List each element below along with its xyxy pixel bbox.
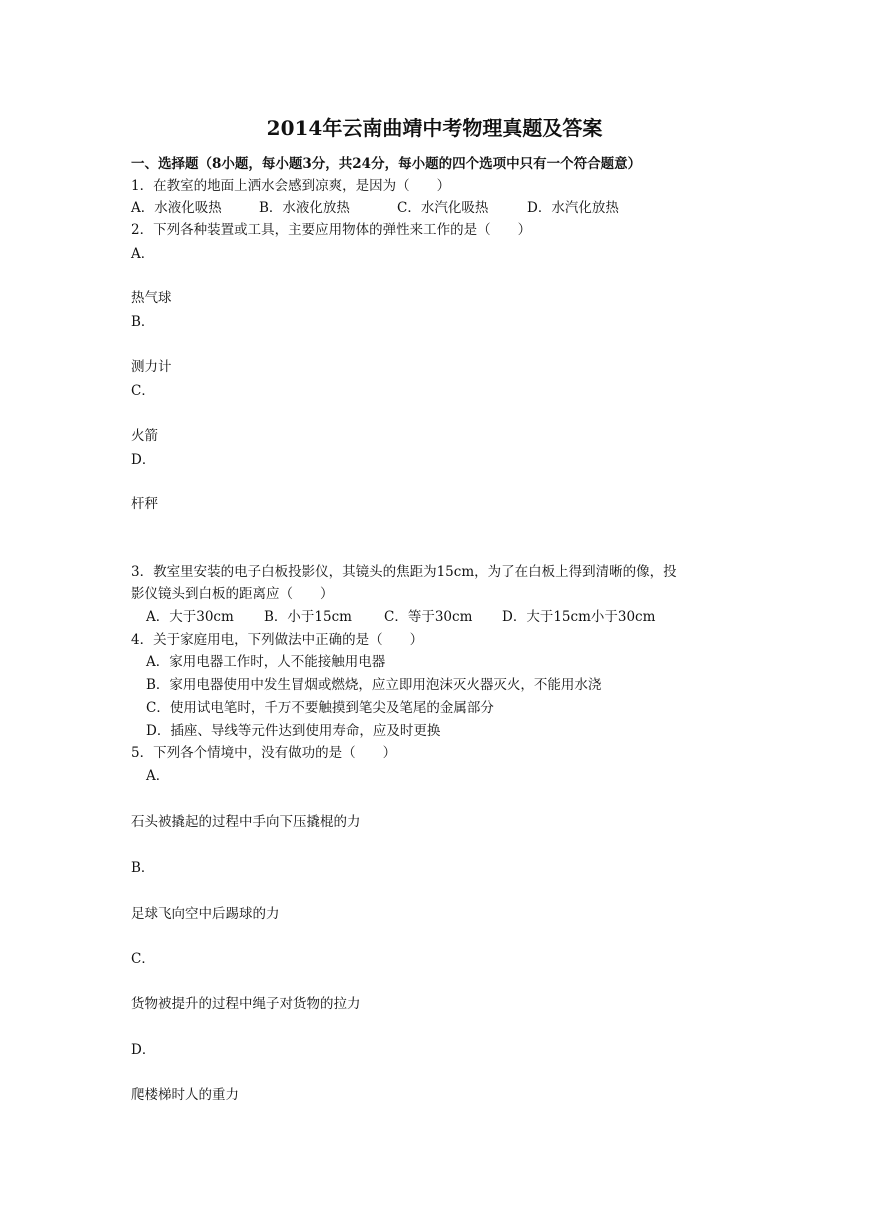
q4-option-a: A．家用电器工作时，人不能接触用电器 xyxy=(146,654,386,670)
q5-option-c-label: C． xyxy=(131,951,155,967)
q2-stem: 2．下列各种装置或工具，主要应用物体的弹性来工作的是（ ） xyxy=(131,222,532,238)
q2-option-c-caption: 火箭 xyxy=(131,428,158,444)
q3-stem-line1: 3．教室里安装的电子白板投影仪，其镜头的焦距为15cm，为了在白板上得到清晰的像，投 xyxy=(131,564,677,580)
q4-stem: 4．关于家庭用电，下列做法中正确的是（ ） xyxy=(131,632,424,648)
q5-option-d-label: D． xyxy=(131,1042,156,1058)
q3-stem-line2: 影仪镜头到白板的距离应（ ） xyxy=(131,586,334,602)
q5-stem: 5．下列各个情境中，没有做功的是（ ） xyxy=(131,745,397,761)
q5-option-b-label: B． xyxy=(131,860,155,876)
q1-option-a: A．水液化吸热 xyxy=(131,200,222,216)
q4-option-b: B．家用电器使用中发生冒烟或燃烧，应立即用泡沫灭火器灭火，不能用水浇 xyxy=(146,677,602,693)
q2-option-a-label: A． xyxy=(131,246,155,262)
q5-option-c-caption: 货物被提升的过程中绳子对货物的拉力 xyxy=(131,996,361,1012)
section-heading: 一、选择题（8小题，每小题3分，共24分，每小题的四个选项中只有一个符合题意） xyxy=(131,156,642,172)
q1-stem: 1．在教室的地面上洒水会感到凉爽，是因为（ ） xyxy=(131,178,451,194)
q1-option-d: D．水汽化放热 xyxy=(527,200,619,216)
q1-option-b: B．水液化放热 xyxy=(259,200,350,216)
q3-option-c: C．等于30cm xyxy=(384,609,473,625)
q2-option-b-label: B． xyxy=(131,314,155,330)
q2-option-b-caption: 测力计 xyxy=(131,359,172,375)
q4-option-d: D．插座、导线等元件达到使用寿命，应及时更换 xyxy=(146,723,441,739)
q3-option-d: D．大于15cm小于30cm xyxy=(502,609,656,625)
q2-option-d-caption: 杆秤 xyxy=(131,496,158,512)
q2-option-d-label: D． xyxy=(131,452,156,468)
q5-option-a-label: A． xyxy=(146,768,170,784)
q4-option-c: C．使用试电笔时，千万不要触摸到笔尖及笔尾的金属部分 xyxy=(146,700,494,716)
q3-option-b: B．小于15cm xyxy=(264,609,352,625)
q2-option-a-caption: 热气球 xyxy=(131,290,172,306)
q5-option-d-caption: 爬楼梯时人的重力 xyxy=(131,1087,239,1103)
q3-option-a: A．大于30cm xyxy=(146,609,234,625)
q2-option-c-label: C． xyxy=(131,383,155,399)
q1-option-c: C．水汽化吸热 xyxy=(397,200,489,216)
q5-option-b-caption: 足球飞向空中后踢球的力 xyxy=(131,906,280,922)
page-title: 2014年云南曲靖中考物理真题及答案 xyxy=(266,116,603,140)
q5-option-a-caption: 石头被撬起的过程中手向下压撬棍的力 xyxy=(131,814,361,830)
